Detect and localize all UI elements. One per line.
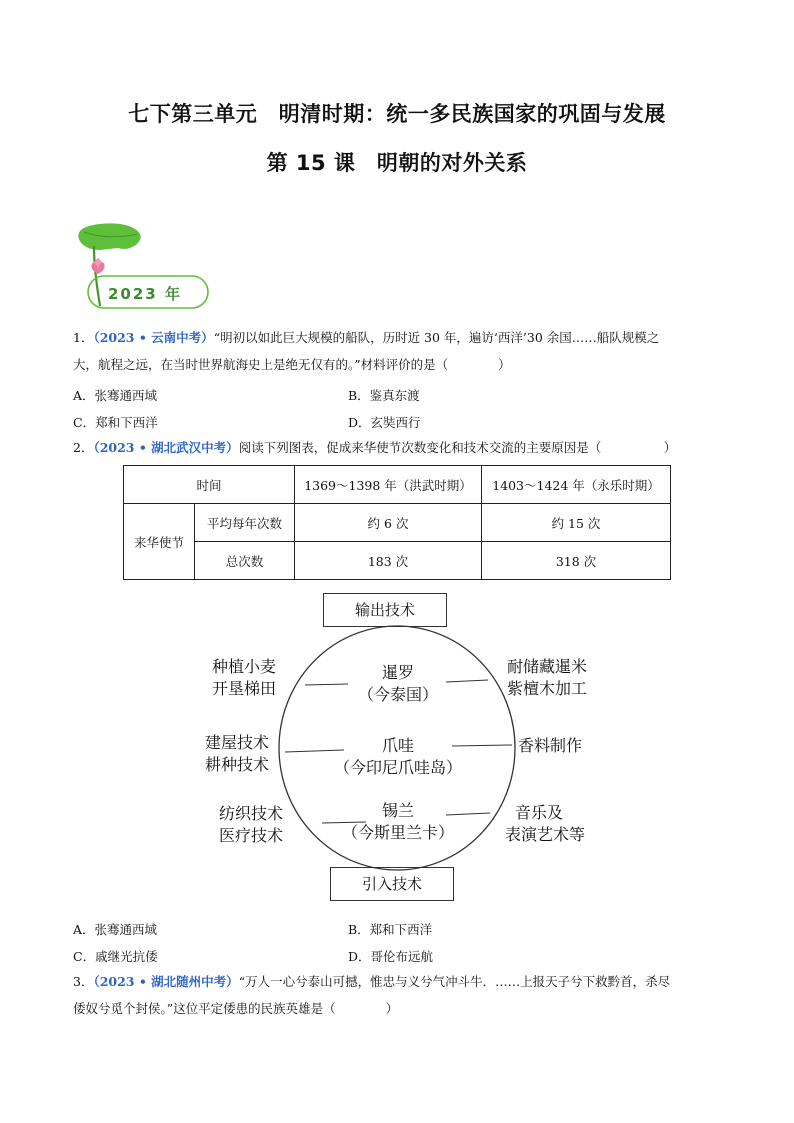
tech-label: 紫檀木加工 [507,679,588,698]
question-source: （2023 • 云南中考） [93,330,214,345]
question-text: 倭奴兮觅个封侯。”这位平定倭患的民族英雄是（ ） [73,1001,399,1016]
table-row-group: 来华使节 [124,504,195,580]
option-b[interactable]: B．郑和下西洋 [348,922,433,937]
table-header-cell: 1369～1398 年（洪武时期） [295,466,482,504]
option-a[interactable]: A．张骞通西域 [73,922,158,937]
left-tech-3 [219,803,283,847]
table-cell: 318 次 [482,542,671,580]
option-c[interactable]: C．郑和下西洋 [73,415,158,430]
table-cell: 约 15 次 [482,504,671,542]
table-header-cell: 时间 [124,466,295,504]
question-3 [73,968,733,1022]
left-tech-2 [205,732,269,776]
country-name: 暹罗 [381,663,414,682]
question-text: 大，航程之远，在当时世界航海史上是绝无仅有的。”材料评价的是（ ） [73,357,511,372]
country-modern-name: （今泰国） [357,685,438,704]
tech-label: 耕种技术 [205,755,270,774]
tech-label: 建屋技术 [205,733,270,752]
table-row-label: 平均每年次数 [195,504,295,542]
country-name: 爪哇 [381,736,414,755]
tech-label: 香料制作 [518,736,583,755]
question-number: 2． [73,440,94,455]
question-text: “明初以如此巨大规模的船队，历时近 30 年，遍访‘西洋’30 余国……船队规模之 [213,330,660,345]
table-header-cell: 1403～1424 年（永乐时期） [482,466,671,504]
table-row-label: 总次数 [195,542,295,580]
option-d[interactable]: D．玄奘西行 [348,415,421,430]
lesson-title: 第 15 课 明朝的对外关系 [266,151,528,175]
tech-label: 种植小麦 [212,657,277,676]
table-cell: 183 次 [295,542,482,580]
question-text: 阅读下列图表，促成来华使节次数变化和技术交流的主要原因是（ ） [238,440,677,455]
country-name: 锡兰 [381,801,414,820]
country-java [326,735,470,779]
country-modern-name: （今印尼爪哇岛） [333,758,462,777]
question-source: （2023 • 湖北随州中考） [93,974,239,989]
document-title: 七下第三单元 明清时期：统一多民族国家的巩固与发展 [128,102,666,126]
country-ceylon [336,800,460,844]
tech-label: 表演艺术等 [505,825,586,844]
tech-label: 开垦梯田 [212,679,277,698]
option-d[interactable]: D．哥伦布远航 [348,949,434,964]
tech-label: 纺织技术 [219,804,284,823]
left-tech-1 [212,656,276,700]
option-a[interactable]: A．张骞通西域 [73,388,158,403]
question-text: “万人一心兮泰山可撼，惟忠与义兮气冲斗牛．……上报天子兮下救黔首，杀尽 [238,974,671,989]
table-cell: 约 6 次 [295,504,482,542]
tech-label: 音乐及 [515,803,564,822]
tech-label: 医疗技术 [219,826,284,845]
question-number: 3． [73,974,94,989]
country-siam [336,662,460,706]
right-tech-3 [505,802,585,846]
input-tech-box: 引入技术 [330,867,454,901]
question-number: 1． [73,330,94,345]
section-year-label: 2023 年 [108,285,182,303]
option-b[interactable]: B．鉴真东渡 [348,388,420,403]
country-modern-name: （今斯里兰卡） [341,823,454,842]
output-tech-box: 输出技术 [323,593,447,627]
right-tech-2 [518,735,582,757]
question-source: （2023 • 湖北武汉中考） [93,440,239,455]
tech-label: 耐储藏暹米 [507,657,588,676]
option-c[interactable]: C．戚继光抗倭 [73,949,158,964]
right-tech-1 [507,656,587,700]
